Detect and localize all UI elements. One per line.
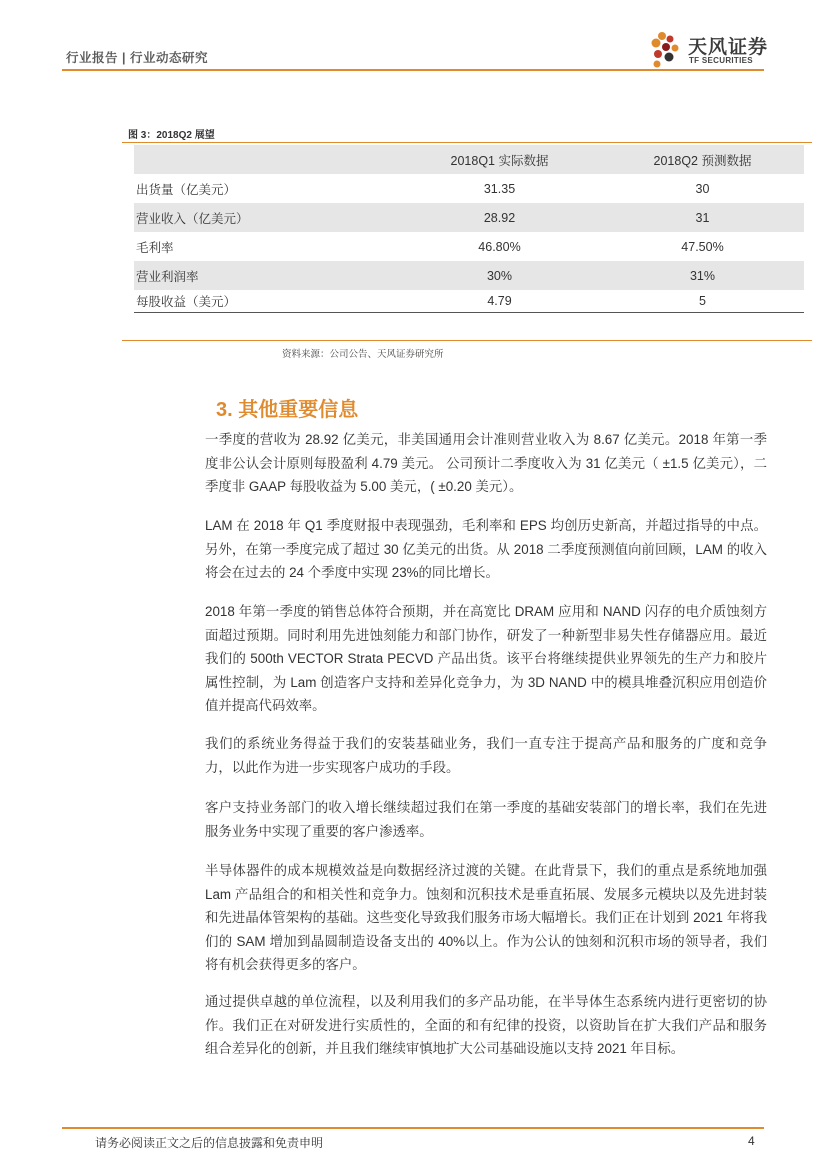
q1-value: 28.92	[483, 210, 516, 225]
row-label: 毛利率	[136, 240, 174, 255]
q1-value: 31.35	[483, 181, 516, 196]
q1-value: 30%	[486, 268, 513, 283]
body-paragraph: 2018 年第一季度的销售总体符合预期，并在高宽比 DRAM 应用和 NAND 闪存的电介质蚀刻方面超过预期。同时利用先进蚀刻能力和部门协作，研发了一种新型非易失性存储器应用。最近我们的 500th VECTOR Strata PECVD 产品出货。该平台将继续提供业界领先的生产力和胶片属性控制，为 Lam 创造客户支持和差异化竞争力，为 3D NAND 中的模具堆叠沉积应用创造价值并提高代码效率。	[205, 604, 767, 713]
column-header-q2: 2018Q2 预测数据	[653, 153, 752, 168]
row-label: 出货量（亿美元）	[136, 182, 237, 197]
footer-disclaimer: 请务必阅读正文之后的信息披露和免责申明	[95, 1136, 324, 1150]
q2-value: 47.50%	[681, 239, 724, 254]
logo-chinese-name: 天风证券	[688, 37, 769, 58]
report-subtype: 行业动态研究	[129, 51, 208, 65]
row-label: 营业利润率	[136, 269, 199, 284]
header-separator: |	[122, 51, 126, 65]
table-row	[134, 174, 804, 203]
q1-value: 46.80%	[478, 239, 521, 254]
body-paragraph: 通过提供卓越的单位流程，以及利用我们的多产品功能，在半导体生态系统内进行更密切的协作。我们正在对研发进行实质性的，全面的和有纪律的投资，以资助旨在扩大我们产品和服务组合差异化的创新，并且我们继续审慎地扩大公司基础设施以支持 2021 年目标。	[205, 994, 767, 1056]
row-label: 营业收入（亿美元）	[136, 211, 249, 226]
row-label: 每股收益（美元）	[134, 290, 398, 313]
figure-top-rule	[122, 142, 812, 143]
column-header-q1: 2018Q1 实际数据	[450, 153, 549, 168]
footer-divider	[62, 1127, 764, 1129]
tf-securities-logo	[648, 30, 768, 72]
section-title: 3. 其他重要信息	[216, 399, 359, 421]
column-header-label	[134, 145, 398, 174]
outlook-table	[134, 145, 804, 313]
table-row	[134, 232, 804, 261]
report-type: 行业报告	[66, 51, 119, 65]
figure-source: 资料来源：公司公告、天风证券研究所	[282, 349, 444, 360]
page-number: 4	[748, 1134, 755, 1148]
q2-value: 31	[695, 210, 710, 225]
table-row	[134, 290, 804, 313]
q1-value: 4.79	[398, 290, 601, 313]
q2-value: 31%	[689, 268, 716, 283]
body-paragraph: 一季度的营收为 28.92 亿美元，非美国通用会计准则营业收入为 8.67 亿美元。2018 年第一季度非公认会计原则每股盈利 4.79 美元。 公司预计二季度收入为 31 亿美元（ ±1.5 亿美元），二季度非 GAAP 每股收益为 5.00 美元，( ±0.20 美元）。	[205, 432, 767, 494]
q2-value: 30	[695, 181, 710, 196]
figure-caption: 图 3：2018Q2 展望	[128, 130, 215, 141]
body-paragraph: 我们的系统业务得益于我们的安装基础业务，我们一直专注于提高产品和服务的广度和竞争力，以此作为进一步实现客户成功的手段。	[205, 736, 767, 775]
table-row	[134, 203, 804, 232]
q2-value: 5	[601, 290, 804, 313]
flower-logo-icon	[648, 30, 684, 72]
report-header	[66, 48, 208, 66]
body-paragraph: 半导体器件的成本规模效益是向数据经济过渡的关键。在此背景下，我们的重点是系统地加强 Lam 产品组合的和相关性和竞争力。蚀刻和沉积技术是垂直拓展、发展多元模块以及先进封装和先进晶体管架构的基础。这些变化导致我们服务市场大幅增长。我们正在计划到 2021 年将我们的 SAM 增加到晶圆制造设备支出的 40%以上。作为公认的蚀刻和沉积市场的领导者，我们将有机会获得更多的客户。	[205, 863, 767, 972]
figure-bottom-rule	[122, 340, 812, 341]
table-row	[134, 261, 804, 290]
table-header-row	[134, 145, 804, 174]
body-paragraph: LAM 在 2018 年 Q1 季度财报中表现强劲，毛利率和 EPS 均创历史新高，并超过指导的中点。另外，在第一季度完成了超过 30 亿美元的出货。从 2018 二季度预测值向前回顾，LAM 的收入将会在过去的 24 个季度中实现 23%的同比增长。	[205, 518, 767, 580]
logo-english-name: TF SECURITIES	[689, 56, 753, 65]
body-paragraph: 客户支持业务部门的收入增长继续超过我们在第一季度的基础安装部门的增长率，我们在先进服务业务中实现了重要的客户渗透率。	[205, 800, 767, 839]
